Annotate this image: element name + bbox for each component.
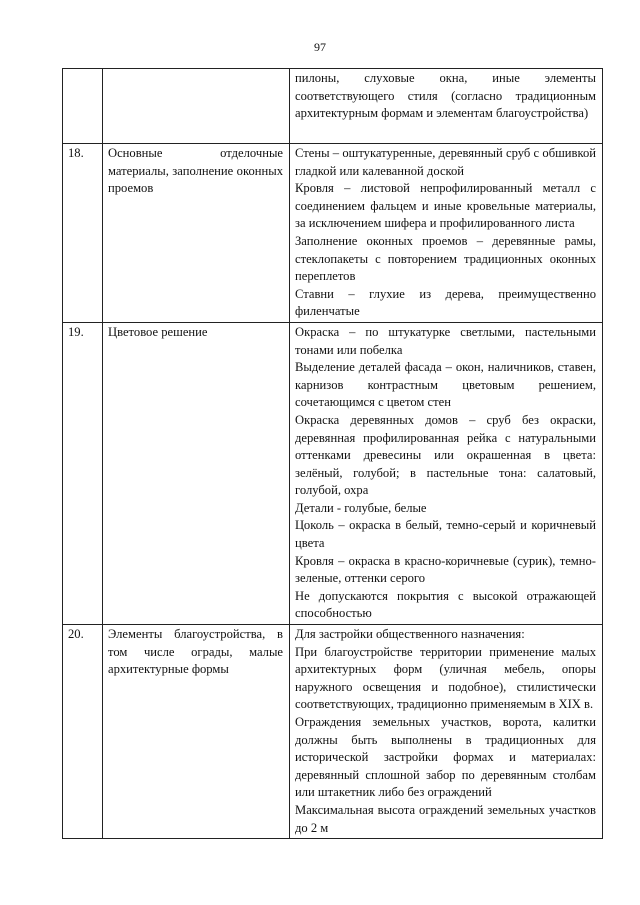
description-paragraph: Стены – оштукатуренные, деревянный сруб с обшивкой гладкой или калеванной доской [295, 146, 596, 178]
row-description-cell [290, 144, 603, 323]
row-description-cell [290, 69, 603, 144]
description-paragraph: Выделение деталей фасада – окон, наличников, ставен, карнизов контрастным цветовым решением, сочетающимся с цветом стен [295, 360, 596, 410]
row-name-cell: Основные отделочные материалы, заполнение оконных проемов [103, 144, 290, 323]
description-paragraph: Детали - голубые, белые [295, 500, 427, 515]
page-number: 97 [314, 40, 326, 54]
table-row [63, 69, 603, 144]
row-number-cell: 18. [63, 144, 103, 323]
row-name-cell: Элементы благоустройства, в том числе ограды, малые архитектурные формы [103, 625, 290, 839]
row-description-cell [290, 322, 603, 624]
description-paragraph: Ставни – глухие из дерева, преимущественно филенчатые [295, 286, 596, 319]
description-paragraph: Кровля – окраска в красно-коричневые (сурик), темно-зеленые, оттенки серого [295, 553, 596, 586]
table-row [63, 625, 603, 839]
description-paragraph: Не допускаются покрытия с высокой отражающей способностью [295, 588, 596, 621]
description-paragraph: Окраска деревянных домов – сруб без окраски, деревянная профилированная рейка с натуральными оттенками древесины или окрашенная в цвета: зелёный, голубой; в пастельные тона: салатовый, голубой, охра [295, 412, 596, 498]
row-description-cell [290, 625, 603, 839]
description-paragraph: Окраска – по штукатурке светлыми, пастельными тонами или побелка [295, 324, 596, 357]
row-number-cell: 20. [63, 625, 103, 839]
regulations-table [62, 68, 603, 839]
row-name-cell: Цветовое решение [103, 322, 290, 624]
description-paragraph: Максимальная высота ограждений земельных участков до 2 м [295, 802, 596, 835]
table-row [63, 144, 603, 323]
table-row [63, 322, 603, 624]
row-number-cell [63, 69, 103, 144]
description-paragraph: Цоколь – окраска в белый, темно-серый и коричневый цвета [295, 518, 596, 551]
description-paragraph: Ограждения земельных участков, ворота, калитки должны быть выполнены в традиционных для исторической застройки формах и материалах: деревянный сплошной забор по деревянным столбам или штакетник либо без ограждений [295, 715, 596, 800]
description-paragraph: При благоустройстве территории применение малых архитектурных форм (уличная мебель, опоры наружного освещения и подобное), стилистически соответствующих, традиционно применяемым в XIX в. [295, 644, 596, 712]
description-paragraph: Заполнение оконных проемов – деревянные рамы, стеклопакеты с повторением традиционных оконных переплетов [295, 233, 596, 284]
row-number-cell: 19. [63, 322, 103, 624]
description-paragraph: Для застройки общественного назначения: [295, 627, 525, 642]
row-name-cell [103, 69, 290, 144]
table-body [63, 69, 603, 839]
description-paragraph: Кровля – листовой непрофилированный металл с соединением фальцем и иные кровельные материалы, за исключением шифера и профилированного листа [295, 181, 596, 231]
description-paragraph: пилоны, слуховые окна, иные элементы соответствующего стиля (согласно традиционным архитектурным формам и элементам благоустройства) [295, 71, 596, 121]
